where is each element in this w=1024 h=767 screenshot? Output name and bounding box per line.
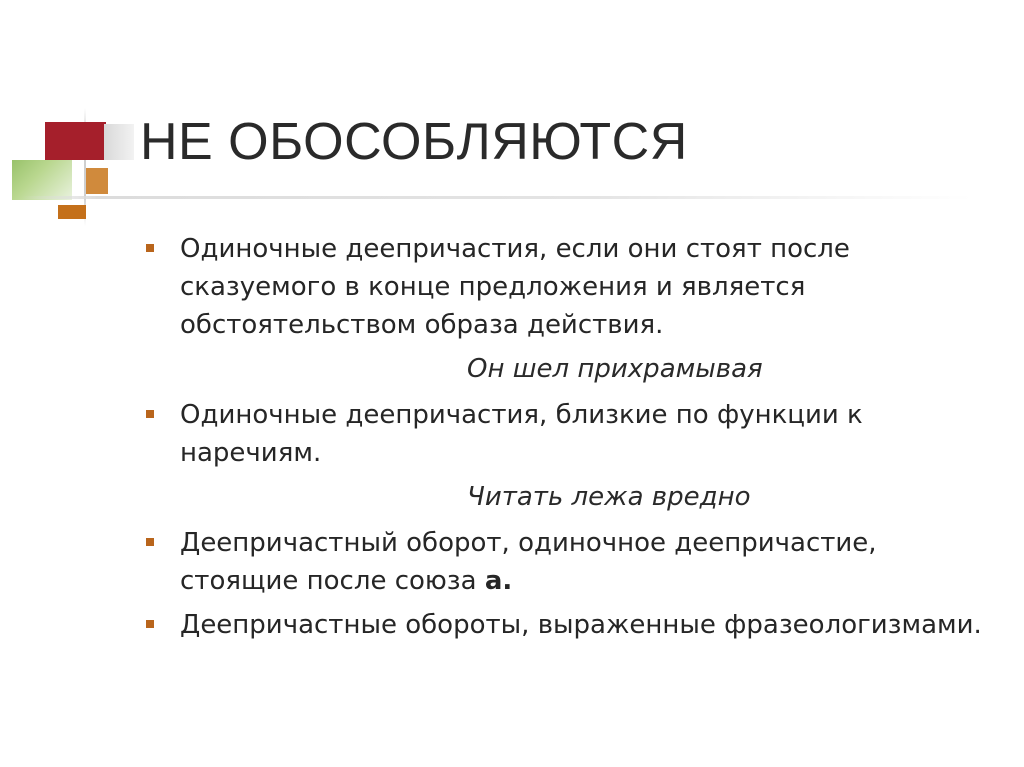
list-item-text: Одиночные деепричастия, близкие по функции к наречиям. (180, 400, 863, 468)
slide-title: НЕ ОБОСОБЛЯЮТСЯ (140, 113, 688, 171)
list-item-text: Деепричастные обороты, выраженные фразеологизмами. (180, 610, 982, 640)
example-sentence-1: Он шел прихрамывая (467, 354, 763, 384)
list-item-1 (142, 230, 1002, 344)
list-item-3 (142, 524, 1002, 600)
list-item-4 (142, 606, 1002, 644)
example-sentence-2: Читать лежа вредно (467, 482, 751, 512)
decorative-orange-small-block (58, 205, 86, 219)
title-underline (22, 196, 972, 199)
decorative-red-block (45, 122, 106, 160)
square-bullet-icon (146, 244, 154, 252)
bullet-list (142, 230, 1002, 650)
decorative-green-block (12, 160, 72, 200)
square-bullet-icon (146, 620, 154, 628)
conjunction-a: а. (484, 566, 513, 596)
list-item-2 (142, 396, 1002, 472)
list-item-text: Деепричастный оборот, одиночное деепричастие, стоящие после союза (180, 528, 877, 596)
square-bullet-icon (146, 538, 154, 546)
list-item-text: Одиночные деепричастия, если они стоят после сказуемого в конце предложения и является обстоятельством образа действия. (180, 234, 850, 340)
decorative-gray-block (104, 124, 134, 160)
square-bullet-icon (146, 410, 154, 418)
decorative-orange-block (86, 168, 108, 194)
